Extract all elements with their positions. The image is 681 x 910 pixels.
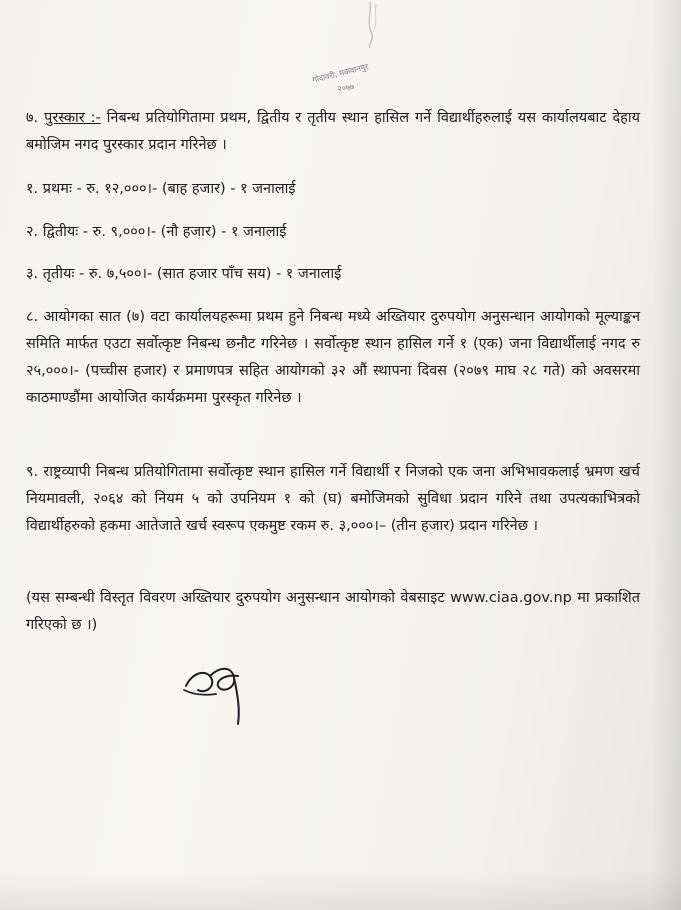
office-stamp <box>308 50 388 100</box>
section-9-paragraph: ९. राष्ट्रव्यापी निबन्ध प्रतियोगितामा सर्वोत्कृष्ट स्थान हासिल गर्ने विद्यार्थी र निजको एक जना अभिभावकलाई भ्रमण खर्च नियमावली, २०६४ को नियम ५ को उपनियम १ को (घ) बमोजिमको सुविधा प्रदान गरिने तथा उपत्यकाभित्रको विद्यार्थीहरुको हकमा आतेजाते खर्च स्वरूप एकमुष्ट रकम रु. ३,०००।– (तीन हजार) प्रदान गरिनेछ । <box>26 464 640 534</box>
website-note: (यस सम्बन्धी विस्तृत विवरण अख्तियार दुरुपयोग अनुसन्धान आयोगको वेबसाइट www.ciaa.gov.np मा प्रकाशित गरिएको छ ।) <box>26 590 640 633</box>
ink-mark-top <box>352 0 382 50</box>
signature <box>178 660 268 730</box>
stamp-line-1: गोदावरी, मकवानपुर <box>311 62 370 85</box>
prize-first: १. प्रथमः - रु. १२,०००।- (बाह हजार) - १ जनालाई <box>26 181 296 197</box>
section-8-paragraph: ८. आयोगका सात (७) वटा कार्यालयहरूमा प्रथम हुने निबन्ध मध्ये अख्तियार दुरुपयोग अनुसन्धान आयोगको मूल्याङ्कन समिति मार्फत एउटा सर्वोत्कृष्ट निबन्ध छनौट गरिनेछ । सर्वोत्कृष्ट स्थान हासिल गर्ने १ (एक) जना विद्यार्थीलाई नगद रु २५,०००।- (पच्चीस हजार) र प्रमाणपत्र सहित आयोगको ३२ औं स्थापना दिवस (२०७९ माघ २८ गते) को अवसरमा काठमाण्डौंमा आयोजित कार्यक्रममा पुरस्कृत गरिनेछ । <box>26 309 640 406</box>
prize-second: २. द्वितीयः - रु. ९,०००।- (नौ हजार) - १ जनालाई <box>26 224 287 240</box>
section-7-text: निबन्ध प्रतियोगितामा प्रथम, द्वितीय र तृतीय स्थान हासिल गर्ने विद्यार्थीहरुलाई यस कार्यालयबाट देहाय बमोजिम नगद पुरस्कार प्रदान गरिनेछ । <box>26 110 641 153</box>
section-7-heading: पुरस्कार :- <box>44 110 101 126</box>
section-7-number: ७. <box>26 110 39 126</box>
page-shadow-right <box>653 0 681 910</box>
prize-third: ३. तृतीयः - रु. ७,५००।- (सात हजार पाँच सय) - १ जनालाई <box>26 266 342 282</box>
section-7-prize <box>26 105 640 159</box>
page-shadow-bottom <box>0 870 681 910</box>
stamp-line-2: २०७७ <box>336 81 355 94</box>
